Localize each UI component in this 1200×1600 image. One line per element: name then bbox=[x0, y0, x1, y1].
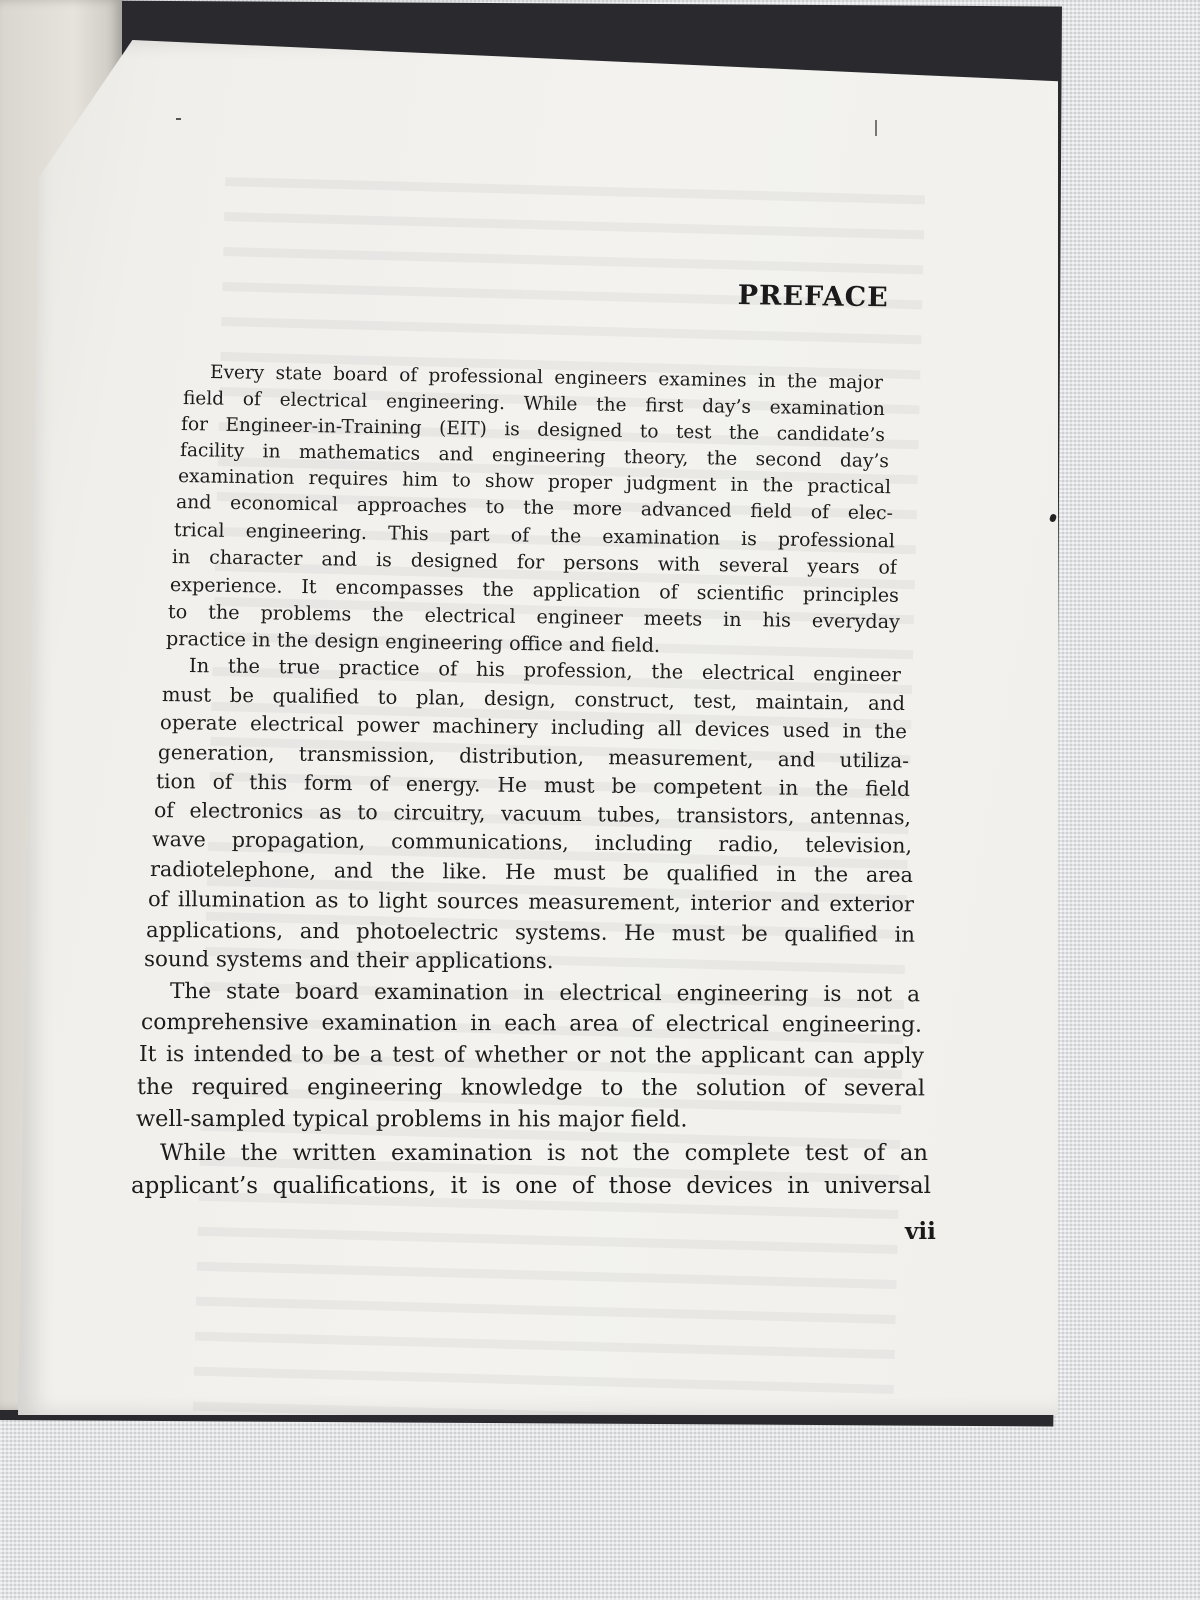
text-line: While the written examination is not the complete test of an bbox=[160, 1140, 928, 1166]
text-line: generation, transmission, distribution, measurement, and utiliza- bbox=[157, 740, 910, 773]
text-line: Every state board of professional engineers examines in the major bbox=[209, 362, 884, 394]
text-line: field of electrical engineering. While the first day’s examination bbox=[182, 388, 886, 421]
page-number: vii bbox=[905, 1218, 936, 1245]
printer-mark bbox=[176, 118, 181, 120]
text-line: The state board examination in electrical engineering is not a bbox=[169, 979, 921, 1008]
text-line: applicant’s qualifications, it is one of those devices in universal bbox=[131, 1173, 931, 1199]
printer-mark bbox=[875, 120, 877, 136]
text-line: of electronics as to circuitry, vacuum tubes, transistors, antennas, bbox=[153, 798, 912, 830]
text-line: sound systems and their applications. bbox=[143, 947, 554, 975]
text-line: and economical approaches to the more advanced field of elec- bbox=[175, 492, 894, 525]
text-line: in character and is designed for persons with several years of bbox=[171, 546, 898, 579]
text-line: wave propagation, communications, including radio, television, bbox=[151, 827, 913, 858]
text-line: tion of this form of energy. He must be competent in the field bbox=[155, 769, 911, 801]
page-title: PREFACE bbox=[737, 280, 889, 314]
text-line: comprehensive examination in each area of electrical engineering. bbox=[140, 1010, 923, 1038]
text-line: experience. It encompasses the application of scientific principles bbox=[169, 573, 900, 607]
text-line: It is intended to be a test of whether or not the applicant can apply bbox=[138, 1042, 925, 1070]
text-line: practice in the design engineering office and field. bbox=[165, 627, 661, 657]
text-line: trical engineering. This part of the examination is professional bbox=[173, 519, 896, 553]
text-line: examination requires him to show proper judgment in the practical bbox=[177, 466, 892, 499]
text-line: must be qualified to plan, design, construct, test, maintain, and bbox=[161, 683, 906, 716]
text-line: radiotelephone, and the like. He must be qualified in the area bbox=[149, 857, 914, 887]
text-line: In the true practice of his profession, the electrical engineer bbox=[188, 654, 902, 687]
text-line: to the problems the electrical engineer meets in his everyday bbox=[167, 600, 901, 634]
text-line: applications, and photoelectric systems. He must be qualified in bbox=[145, 917, 916, 947]
text-line: the required engineering knowledge to the solution of several bbox=[136, 1074, 926, 1102]
text-line: well-sampled typical problems in his major field. bbox=[135, 1106, 688, 1133]
text-line: facility in mathematics and engineering theory, the second day’s bbox=[179, 440, 890, 473]
text-line: for Engineer-in-Training (EIT) is designed to test the candidate’s bbox=[180, 414, 886, 447]
text-line: of illumination as to light sources measurement, interior and exterior bbox=[147, 887, 915, 917]
text-line: operate electrical power machinery including all devices used in the bbox=[159, 711, 908, 744]
